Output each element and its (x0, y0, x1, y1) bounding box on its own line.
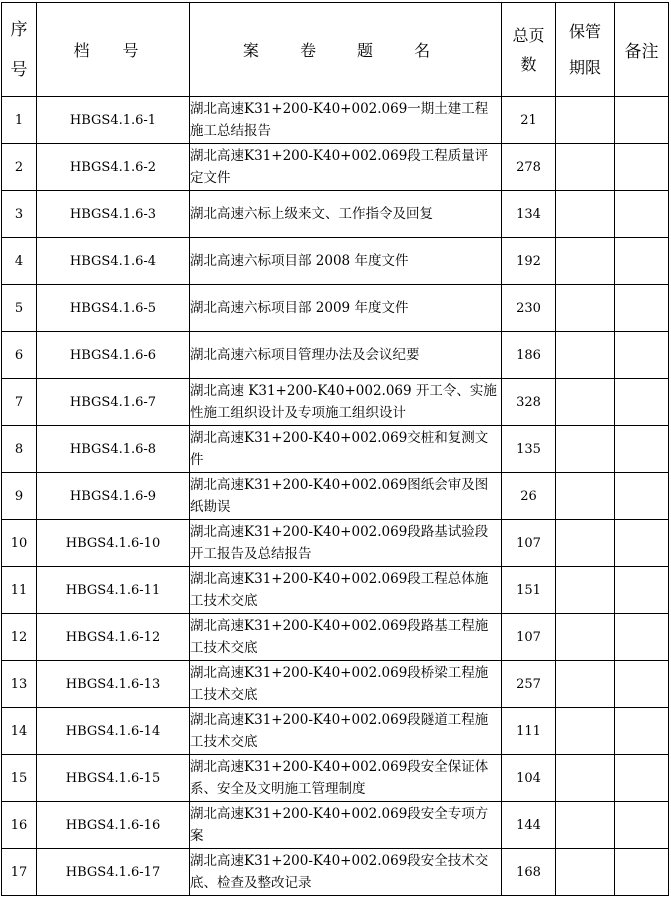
cell-pages: 111 (502, 708, 556, 755)
table-row (2, 379, 669, 426)
cell-retention (556, 285, 615, 332)
cell-pages: 107 (502, 614, 556, 661)
cell-file-no: HBGS4.1.6-17 (37, 849, 190, 896)
cell-retention (556, 144, 615, 191)
table-body (2, 97, 669, 896)
cell-title (190, 661, 502, 708)
table-row (2, 191, 669, 238)
cell-file-no: HBGS4.1.6-5 (37, 285, 190, 332)
table-row (2, 614, 669, 661)
cell-title-line2: 工技术交底 (190, 593, 258, 609)
cell-title (190, 849, 502, 896)
cell-title-line2: 定文件 (190, 170, 231, 186)
cell-title-line1: 湖北高速K31+200-K40+002.069段安全技术交 (190, 853, 489, 869)
cell-title-line1: 湖北高速K31+200-K40+002.069段安全专项方 (190, 806, 489, 822)
cell-remarks (615, 802, 669, 849)
cell-file-no: HBGS4.1.6-11 (37, 567, 190, 614)
cell-title-line2: 件 (190, 452, 204, 468)
cell-seq: 11 (2, 567, 37, 614)
cell-seq: 15 (2, 755, 37, 802)
cell-pages: 104 (502, 755, 556, 802)
archive-catalog-table (1, 2, 669, 896)
cell-title-line1: 湖北高速六标项目部 2008 年度文件 (190, 253, 409, 269)
cell-file-no: HBGS4.1.6-14 (37, 708, 190, 755)
cell-title-line1: 湖北高速六标上级来文、工作指令及回复 (190, 206, 433, 222)
header-remarks: 备注 (615, 3, 669, 97)
cell-title-line1: 湖北高速六标项目部 2009 年度文件 (190, 300, 409, 316)
cell-remarks (615, 191, 669, 238)
cell-retention (556, 708, 615, 755)
cell-file-no: HBGS4.1.6-9 (37, 473, 190, 520)
cell-remarks (615, 285, 669, 332)
cell-retention (556, 379, 615, 426)
cell-retention (556, 97, 615, 144)
cell-seq: 16 (2, 802, 37, 849)
cell-remarks (615, 849, 669, 896)
cell-seq: 5 (2, 285, 37, 332)
cell-retention (556, 332, 615, 379)
cell-retention (556, 661, 615, 708)
cell-seq: 2 (2, 144, 37, 191)
cell-title-line1: 湖北高速K31+200-K40+002.069段工程质量评 (190, 148, 489, 164)
cell-title-line1: 湖北高速K31+200-K40+002.069段隧道工程施 (190, 712, 489, 728)
cell-retention (556, 520, 615, 567)
cell-title (190, 520, 502, 567)
cell-pages: 107 (502, 520, 556, 567)
cell-file-no: HBGS4.1.6-6 (37, 332, 190, 379)
cell-seq: 4 (2, 238, 37, 285)
cell-title-line2: 案 (190, 828, 204, 844)
cell-pages: 151 (502, 567, 556, 614)
header-seq (2, 3, 37, 97)
cell-title (190, 426, 502, 473)
cell-pages: 230 (502, 285, 556, 332)
header-pages (502, 3, 556, 97)
cell-pages: 257 (502, 661, 556, 708)
header-file-no: 档 号 (37, 3, 190, 97)
cell-remarks (615, 379, 669, 426)
cell-remarks (615, 567, 669, 614)
table-row (2, 97, 669, 144)
cell-remarks (615, 473, 669, 520)
cell-title (190, 97, 502, 144)
cell-seq: 12 (2, 614, 37, 661)
table-row (2, 802, 669, 849)
cell-remarks (615, 238, 669, 285)
cell-pages: 134 (502, 191, 556, 238)
table-row (2, 285, 669, 332)
header-retention-line2: 期限 (568, 57, 601, 77)
cell-title-line2: 系、安全及文明施工管理制度 (190, 781, 366, 797)
cell-title-line1: 湖北高速 K31+200-K40+002.069 开工令、实施 (190, 383, 497, 399)
header-row (2, 3, 669, 97)
cell-title-line1: 湖北高速K31+200-K40+002.069段路基试验段 (190, 524, 489, 540)
cell-title (190, 755, 502, 802)
table-row (2, 849, 669, 896)
cell-title-line1: 湖北高速K31+200-K40+002.069图纸会审及图 (190, 477, 489, 493)
header-pages-line1: 总页 (512, 25, 545, 45)
table-row (2, 426, 669, 473)
cell-title (190, 285, 502, 332)
cell-remarks (615, 97, 669, 144)
cell-pages: 144 (502, 802, 556, 849)
cell-title-line2: 纸勘误 (190, 499, 231, 515)
cell-remarks (615, 520, 669, 567)
cell-remarks (615, 614, 669, 661)
cell-file-no: HBGS4.1.6-4 (37, 238, 190, 285)
cell-title-line2: 工技术交底 (190, 687, 258, 703)
cell-seq: 9 (2, 473, 37, 520)
cell-seq: 7 (2, 379, 37, 426)
cell-title (190, 473, 502, 520)
cell-retention (556, 802, 615, 849)
cell-title-line1: 湖北高速K31+200-K40+002.069段工程总体施 (190, 571, 489, 587)
cell-title (190, 614, 502, 661)
header-seq-line2: 号 (10, 59, 28, 80)
cell-retention (556, 849, 615, 896)
cell-title (190, 238, 502, 285)
cell-file-no: HBGS4.1.6-2 (37, 144, 190, 191)
table-row (2, 238, 669, 285)
cell-title (190, 379, 502, 426)
cell-title-line2: 工技术交底 (190, 734, 258, 750)
cell-remarks (615, 144, 669, 191)
cell-title-line2: 底、检查及整改记录 (190, 875, 312, 891)
header-retention (556, 3, 615, 97)
cell-seq: 1 (2, 97, 37, 144)
cell-retention (556, 426, 615, 473)
cell-title (190, 191, 502, 238)
cell-title-line2: 开工报告及总结报告 (190, 546, 312, 562)
cell-seq: 6 (2, 332, 37, 379)
cell-title (190, 332, 502, 379)
table-row (2, 473, 669, 520)
header-retention-line1: 保管 (568, 21, 601, 41)
cell-title-line1: 湖北高速K31+200-K40+002.069交桩和复测文 (190, 430, 489, 446)
table-row (2, 661, 669, 708)
cell-title-line1: 湖北高速K31+200-K40+002.069段安全保证体 (190, 759, 489, 775)
table-row (2, 755, 669, 802)
header-seq-line1: 序 (10, 19, 28, 40)
cell-remarks (615, 332, 669, 379)
cell-pages: 26 (502, 473, 556, 520)
header-pages-line2: 数 (520, 54, 537, 74)
cell-title-line2: 工技术交底 (190, 640, 258, 656)
cell-title (190, 802, 502, 849)
cell-pages: 278 (502, 144, 556, 191)
cell-seq: 10 (2, 520, 37, 567)
table-row (2, 567, 669, 614)
table-row (2, 332, 669, 379)
cell-pages: 192 (502, 238, 556, 285)
cell-retention (556, 238, 615, 285)
cell-remarks (615, 755, 669, 802)
cell-pages: 135 (502, 426, 556, 473)
cell-remarks (615, 708, 669, 755)
cell-pages: 168 (502, 849, 556, 896)
cell-file-no: HBGS4.1.6-10 (37, 520, 190, 567)
cell-title-line1: 湖北高速K31+200-K40+002.069段路基工程施 (190, 618, 489, 634)
cell-retention (556, 473, 615, 520)
cell-file-no: HBGS4.1.6-15 (37, 755, 190, 802)
cell-title-line2: 施工总结报告 (190, 123, 271, 139)
cell-retention (556, 567, 615, 614)
header-title: 案 卷 题 名 (190, 3, 502, 97)
cell-file-no: HBGS4.1.6-16 (37, 802, 190, 849)
table-row (2, 144, 669, 191)
cell-file-no: HBGS4.1.6-8 (37, 426, 190, 473)
cell-title-line2: 性施工组织设计及专项施工组织设计 (190, 405, 406, 421)
cell-pages: 328 (502, 379, 556, 426)
cell-seq: 13 (2, 661, 37, 708)
cell-seq: 17 (2, 849, 37, 896)
cell-remarks (615, 426, 669, 473)
cell-pages: 21 (502, 97, 556, 144)
table-row (2, 708, 669, 755)
cell-title-line1: 湖北高速K31+200-K40+002.069一期土建工程 (190, 101, 489, 117)
cell-file-no: HBGS4.1.6-12 (37, 614, 190, 661)
cell-title (190, 567, 502, 614)
cell-remarks (615, 661, 669, 708)
cell-retention (556, 614, 615, 661)
cell-retention (556, 191, 615, 238)
cell-seq: 3 (2, 191, 37, 238)
cell-file-no: HBGS4.1.6-3 (37, 191, 190, 238)
cell-title-line1: 湖北高速六标项目管理办法及会议纪要 (190, 347, 420, 363)
cell-pages: 186 (502, 332, 556, 379)
cell-file-no: HBGS4.1.6-7 (37, 379, 190, 426)
cell-title (190, 708, 502, 755)
cell-file-no: HBGS4.1.6-13 (37, 661, 190, 708)
cell-seq: 14 (2, 708, 37, 755)
cell-title (190, 144, 502, 191)
cell-file-no: HBGS4.1.6-1 (37, 97, 190, 144)
cell-retention (556, 755, 615, 802)
table-row (2, 520, 669, 567)
cell-seq: 8 (2, 426, 37, 473)
cell-title-line1: 湖北高速K31+200-K40+002.069段桥梁工程施 (190, 665, 489, 681)
